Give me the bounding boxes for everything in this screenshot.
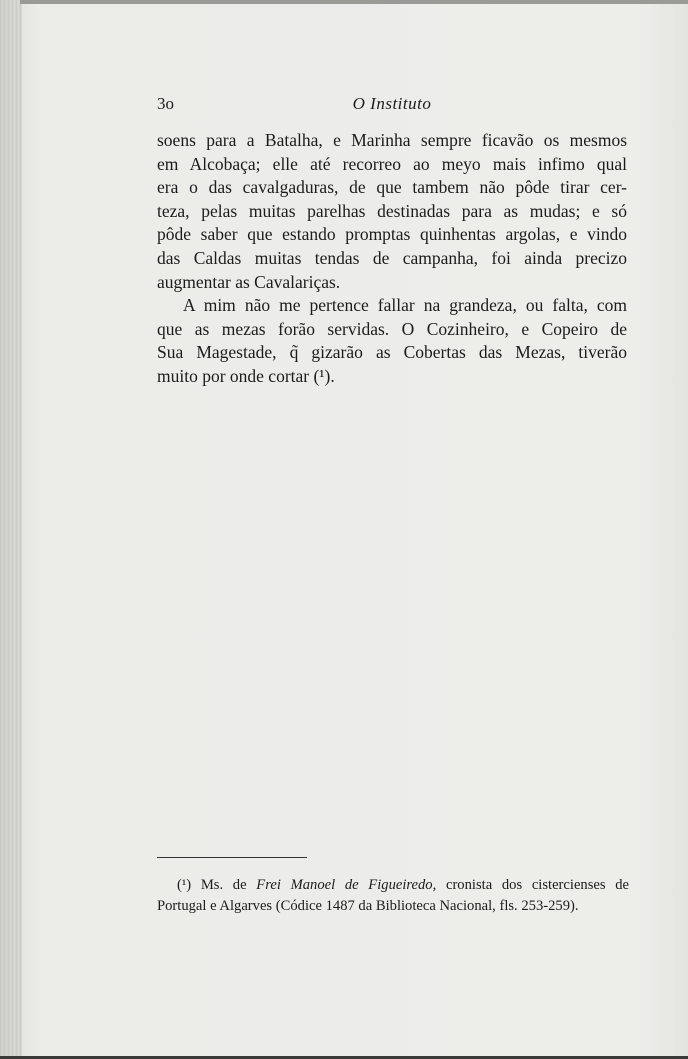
footnote-text: cronista dos cistercienses de bbox=[445, 877, 630, 893]
footnote bbox=[157, 875, 629, 917]
text-line: em Alcobaça; elle até recorreo ao meyo mais infimo qual bbox=[157, 153, 627, 174]
text-line: Sua Magestade, q̃ gizarão as Cobertas das Mezas, tiverão bbox=[157, 342, 627, 363]
footnote-line bbox=[157, 875, 629, 896]
footnote-line: Portugal e Algarves (Códice 1487 da Biblioteca Nacional, fls. 253-259). bbox=[157, 898, 579, 914]
running-title: O Instituto bbox=[352, 94, 432, 113]
text-line: soens para a Batalha, e Marinha sempre ficavão os mesmos bbox=[157, 130, 627, 150]
page-number: 3o bbox=[157, 94, 174, 113]
footnote-ms-prefix: Ms. de bbox=[200, 877, 247, 893]
text-line: que as mezas forão servidas. O Cozinheiro, e Copeiro de bbox=[157, 318, 627, 339]
body-text bbox=[157, 129, 627, 389]
page-header bbox=[157, 94, 627, 118]
text-line: pôde saber que estando promptas quinhentas argolas, e vindo bbox=[157, 224, 627, 245]
text-line: muito por onde cortar (¹). bbox=[157, 365, 335, 386]
text-line: augmentar as Cavalariças. bbox=[157, 271, 341, 292]
text-line: A mim não me pertence fallar na grandeza, ou falta, com bbox=[183, 295, 627, 316]
footnote-marker: (¹) bbox=[177, 877, 192, 893]
text-line: teza, pelas muitas parelhas destinadas para as mudas; e só bbox=[157, 200, 627, 221]
footnote-author: Frei Manoel de Figueiredo, bbox=[256, 877, 437, 893]
book-binding-shadow bbox=[0, 0, 22, 1059]
text-line: das Caldas muitas tendas de campanha, foi ainda precizo bbox=[157, 247, 627, 268]
text-line: era o das cavalgaduras, de que tambem não pôde tirar cer- bbox=[157, 177, 627, 198]
page-top-edge bbox=[20, 0, 688, 4]
footnote-rule bbox=[157, 857, 307, 858]
